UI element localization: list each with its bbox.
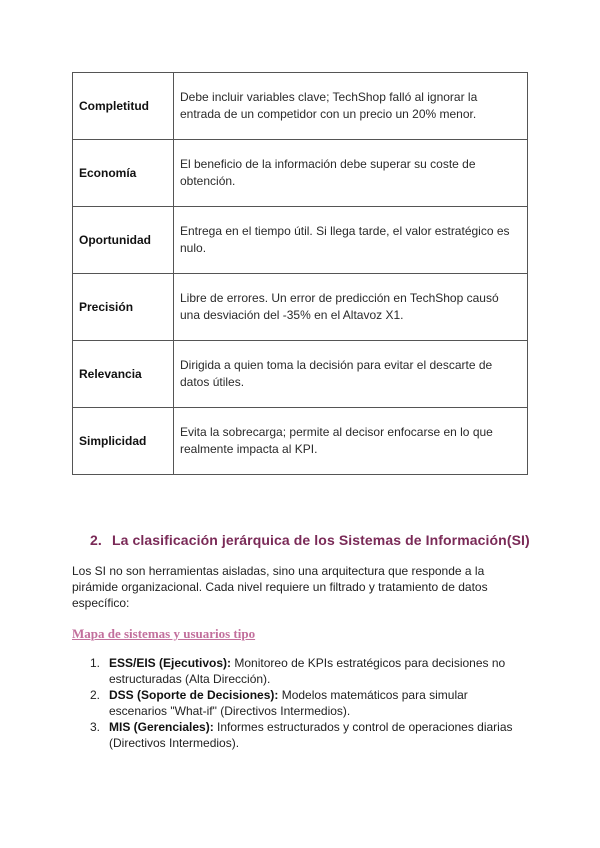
systems-list: [72, 655, 528, 751]
table-description-cell: Dirigida a quien toma la decisión para evitar el descarte de datos útiles.: [174, 341, 528, 408]
systems-map-subheading: Mapa de sistemas y usuarios tipo: [72, 626, 256, 641]
list-item: [72, 687, 528, 719]
list-item-text: Informes estructurados y control de operaciones diarias (Directivos Intermedios).: [109, 720, 513, 750]
table-term-cell: Relevancia: [73, 341, 174, 408]
table-row: [73, 73, 528, 140]
table-row: [73, 140, 528, 207]
table-term-cell: Economía: [73, 140, 174, 207]
table-description-cell: Debe incluir variables clave; TechShop falló al ignorar la entrada de un competidor con un precio un 20% menor.: [174, 73, 528, 140]
table-row: [73, 207, 528, 274]
list-item-label: DSS (Soporte de Decisiones):: [109, 688, 279, 702]
table-row: [73, 341, 528, 408]
table-row: [73, 274, 528, 341]
list-item-number: 2.: [90, 688, 101, 702]
section-number: 2.: [90, 532, 102, 548]
table-term-cell: Completitud: [73, 73, 174, 140]
list-item-label: ESS/EIS (Ejecutivos):: [109, 656, 232, 670]
table-term-cell: Oportunidad: [73, 207, 174, 274]
list-item: [72, 655, 528, 687]
list-item-label: MIS (Gerenciales):: [109, 720, 214, 734]
table-description-cell: Entrega en el tiempo útil. Si llega tarde, el valor estratégico es nulo.: [174, 207, 528, 274]
table-row: [73, 408, 528, 475]
list-item-number: 3.: [90, 720, 101, 734]
table-term-cell: Simplicidad: [73, 408, 174, 475]
list-item-text: Modelos matemáticos para simular escenarios "What-if" (Directivos Intermedios).: [109, 688, 468, 718]
section-intro-paragraph: Los SI no son herramientas aisladas, sino una arquitectura que responde a la pirámide organizacional. Cada nivel requiere un filtrado y tratamiento de datos específico:: [72, 564, 488, 610]
list-item-text: Monitoreo de KPIs estratégicos para decisiones no estructuradas (Alta Dirección).: [109, 656, 506, 686]
table-term-cell: Precisión: [73, 274, 174, 341]
section-heading: [90, 532, 530, 548]
list-item-number: 1.: [90, 656, 101, 670]
list-item: [72, 719, 528, 751]
table-description-cell: El beneficio de la información debe superar su coste de obtención.: [174, 140, 528, 207]
section-title: La clasificación jerárquica de los Sistemas de Información(SI): [112, 532, 530, 548]
table-description-cell: Libre de errores. Un error de predicción en TechShop causó una desviación del -35% en el Altavoz X1.: [174, 274, 528, 341]
information-attributes-table: [72, 72, 528, 475]
table-description-cell: Evita la sobrecarga; permite al decisor enfocarse en lo que realmente impacta al KPI.: [174, 408, 528, 475]
